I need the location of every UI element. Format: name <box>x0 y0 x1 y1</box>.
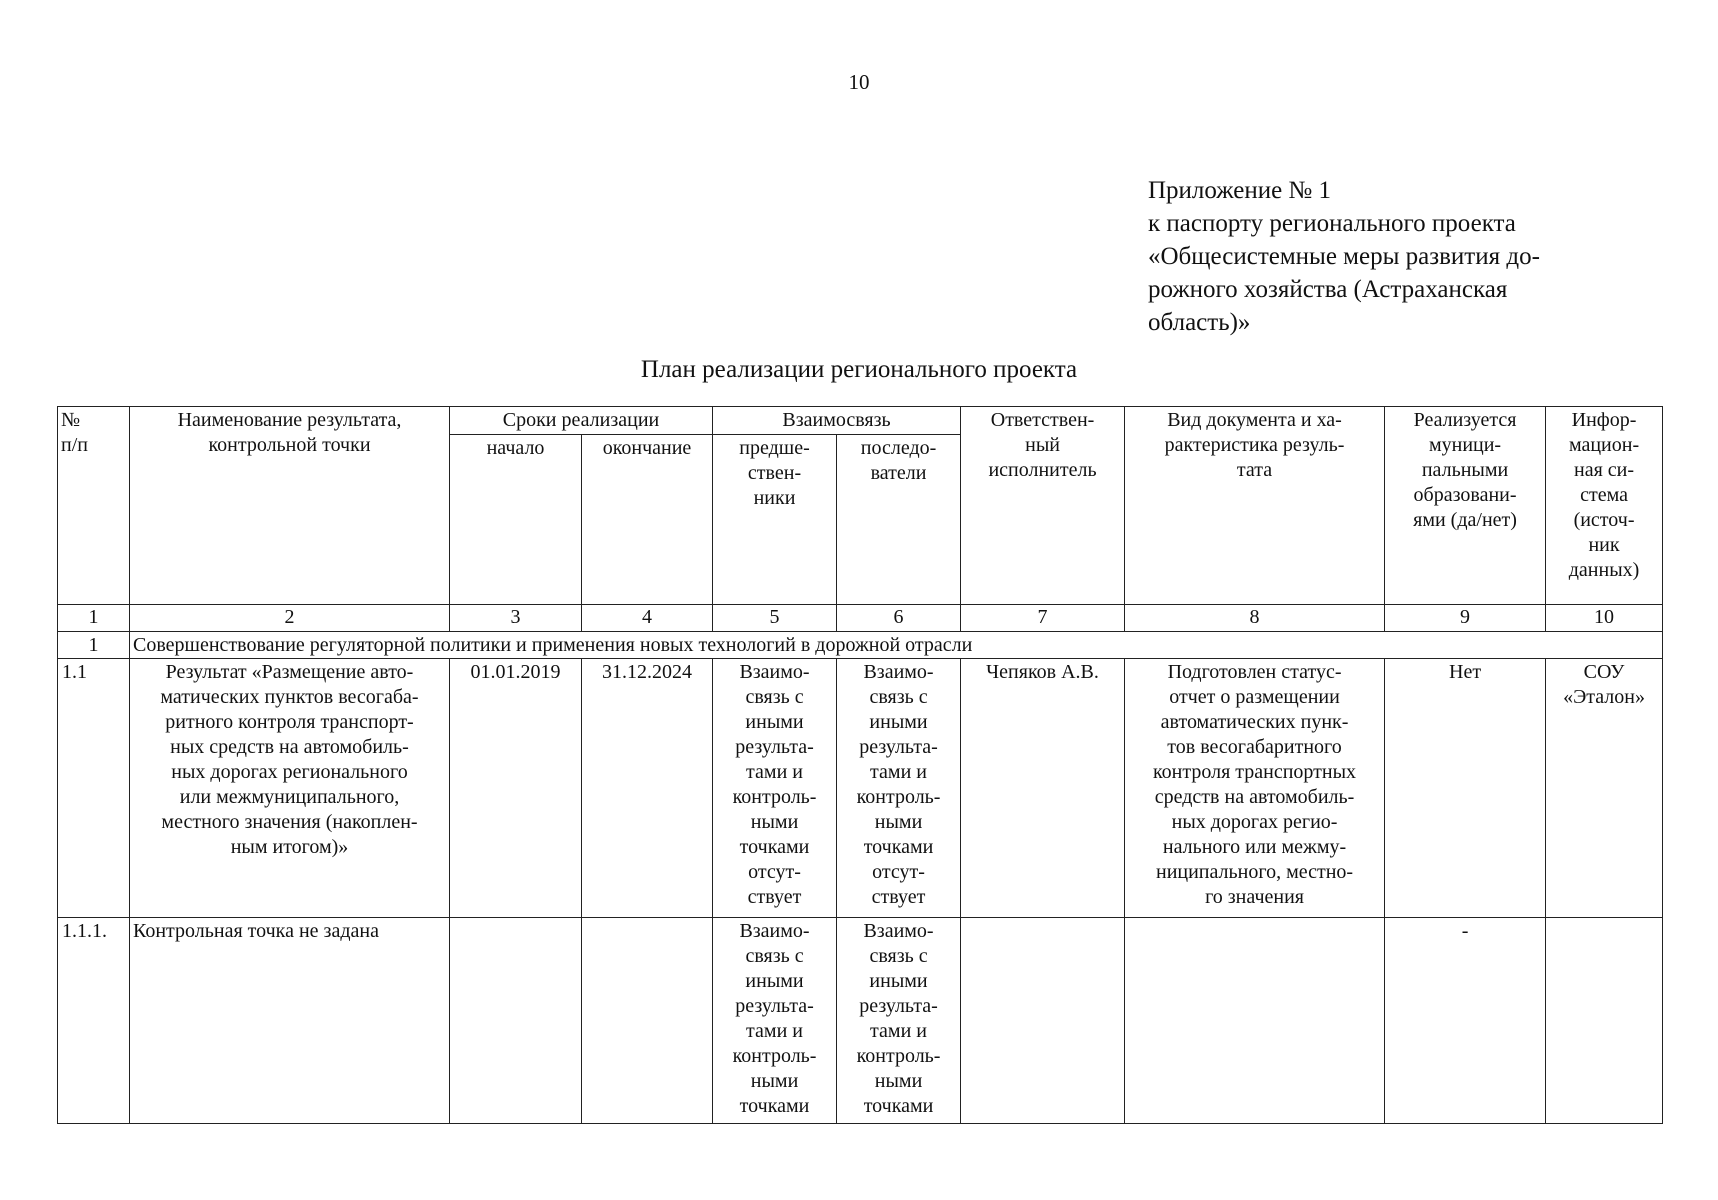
header-predecessors: предше- ствен- ники <box>713 435 837 605</box>
start-date: 01.01.2019 <box>450 658 582 917</box>
implementation-plan-table <box>57 406 1663 1124</box>
column-number: 8 <box>1125 605 1385 631</box>
column-number: 5 <box>713 605 837 631</box>
info-system: СОУ «Эталон» <box>1546 658 1663 917</box>
municipal-flag: - <box>1385 917 1546 1123</box>
column-number: 6 <box>837 605 961 631</box>
appendix-note <box>1148 174 1618 339</box>
document-description <box>1125 917 1385 1123</box>
header-start: начало <box>450 435 582 605</box>
end-date <box>582 917 713 1123</box>
header-terms-group: Сроки реализации <box>450 407 713 435</box>
section-row <box>58 631 1663 658</box>
result-name: Контрольная точка не задана <box>130 917 450 1123</box>
row-number: 1.1.1. <box>58 917 130 1123</box>
successors: Взаимо- связь с иными результа- тами и контроль- ными точками <box>837 917 961 1123</box>
column-number: 9 <box>1385 605 1546 631</box>
column-number: 7 <box>961 605 1125 631</box>
column-number: 3 <box>450 605 582 631</box>
header-municipal: Реализуется муници- пальными образовани- ями (да/нет) <box>1385 407 1546 605</box>
row-number: 1.1 <box>58 658 130 917</box>
header-info-system: Инфор- мацион- ная си- стема (источ- ник данных) <box>1546 407 1663 605</box>
column-number: 2 <box>130 605 450 631</box>
header-result-name: Наименование результата, контрольной точки <box>130 407 450 605</box>
header-responsible: Ответствен- ный исполнитель <box>961 407 1125 605</box>
header-relation-group: Взаимосвязь <box>713 407 961 435</box>
table-row <box>58 917 1663 1123</box>
header-document-type: Вид документа и ха- рактеристика резуль- тата <box>1125 407 1385 605</box>
header-end: окончание <box>582 435 713 605</box>
table-row <box>58 658 1663 917</box>
responsible: Чепяков А.В. <box>961 658 1125 917</box>
section-number: 1 <box>58 631 130 658</box>
appendix-line: рожного хозяйства (Астраханская <box>1148 276 1508 303</box>
page-number: 10 <box>848 70 870 94</box>
document-description: Подготовлен статус- отчет о размещении автоматических пунк- тов весогабаритного контроля транспортных средств на автомобиль- ных дорогах регио- нального или межму- ниципального, местно- го значения <box>1125 658 1385 917</box>
responsible <box>961 917 1125 1123</box>
appendix-line: Приложение № 1 <box>1148 177 1332 204</box>
header-successors: последо- ватели <box>837 435 961 605</box>
end-date: 31.12.2024 <box>582 658 713 917</box>
appendix-line: к паспорту регионального проекта <box>1148 210 1516 237</box>
header-row <box>58 407 1663 435</box>
predecessors: Взаимо- связь с иными результа- тами и контроль- ными точками отсут- ствует <box>713 658 837 917</box>
municipal-flag: Нет <box>1385 658 1546 917</box>
section-title: Совершенствование регуляторной политики и применения новых технологий в дорожной отрасли <box>130 631 1663 658</box>
appendix-line: область)» <box>1148 309 1251 336</box>
header-number: № п/п <box>58 407 130 605</box>
column-number: 10 <box>1546 605 1663 631</box>
info-system <box>1546 917 1663 1123</box>
column-numbers-row <box>58 605 1663 631</box>
appendix-line: «Общесистемные меры развития до- <box>1148 243 1540 270</box>
start-date <box>450 917 582 1123</box>
document-title: План реализации регионального проекта <box>640 356 1078 383</box>
predecessors: Взаимо- связь с иными результа- тами и контроль- ными точками <box>713 917 837 1123</box>
column-number: 1 <box>58 605 130 631</box>
successors: Взаимо- связь с иными результа- тами и контроль- ными точками отсут- ствует <box>837 658 961 917</box>
column-number: 4 <box>582 605 713 631</box>
result-name: Результат «Размещение авто- матических пунктов весогаба- ритного контроля транспорт- ных средств на автомобиль- ных дорогах регионального или межмуниципального, местного значения (накоплен- ным итогом)» <box>130 658 450 917</box>
